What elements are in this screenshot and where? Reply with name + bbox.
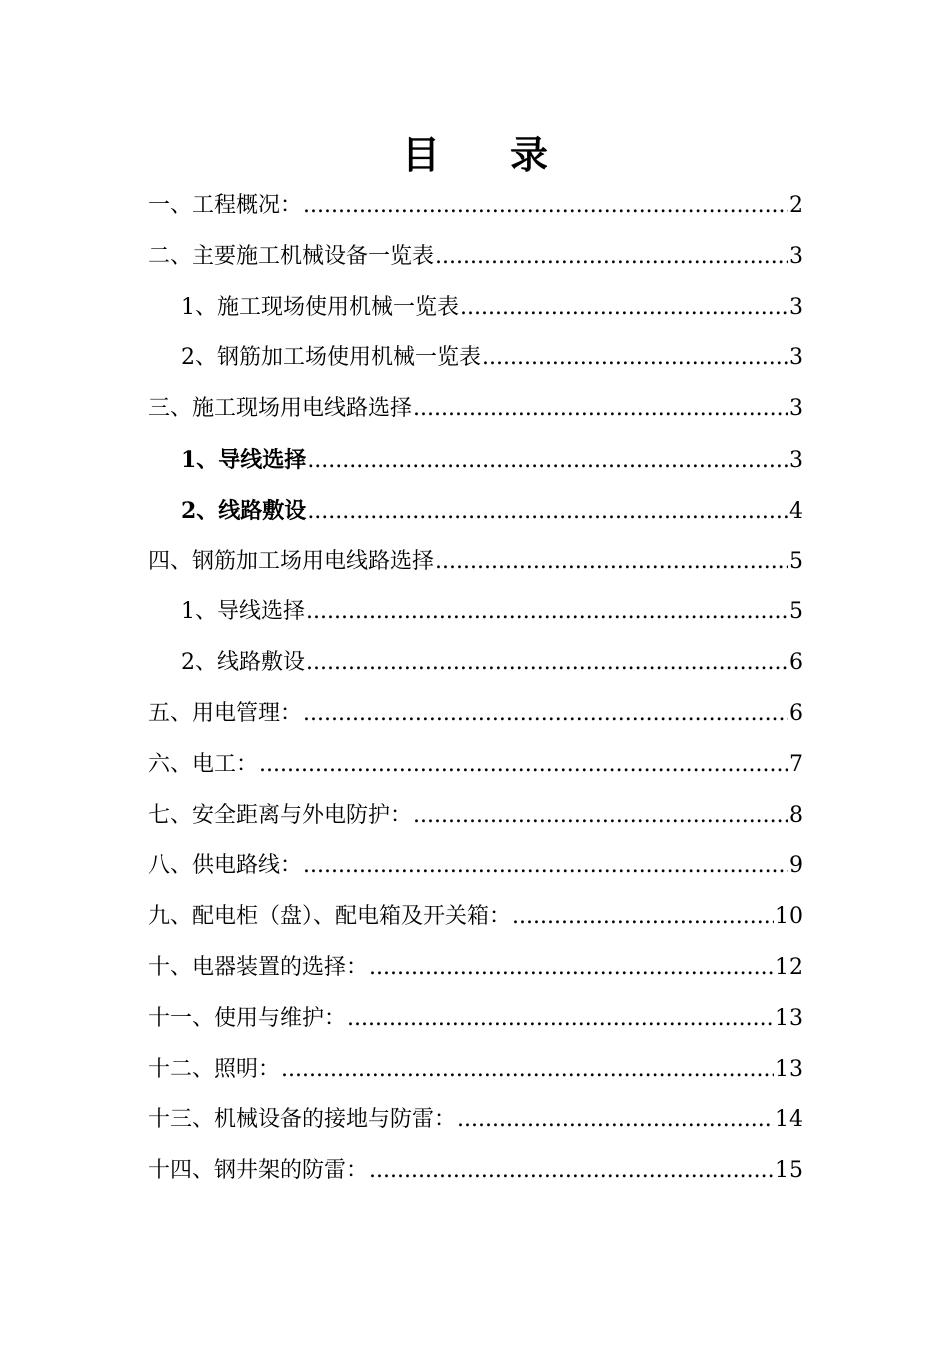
toc-dot-leader: [281, 1045, 774, 1096]
toc-entry-page-number: 15: [775, 1158, 803, 1184]
toc-dot-leader: [307, 436, 788, 487]
toc-entry-label: 四、钢筋加工场用电线路选择: [148, 548, 435, 574]
toc-list: [148, 181, 803, 1197]
toc-entry-label: 三、施工现场用电线路选择: [148, 396, 413, 422]
toc-entry[interactable]: [148, 689, 803, 740]
toc-entry[interactable]: [148, 486, 803, 537]
toc-entry-page-number: 6: [789, 700, 803, 726]
toc-entry-label: 五、用电管理：: [148, 700, 303, 726]
toc-title: 目录: [401, 132, 618, 177]
toc-entry[interactable]: [148, 283, 803, 334]
toc-entry[interactable]: [148, 740, 803, 791]
toc-entry-label: 七、安全距离与外电防护：: [148, 802, 413, 828]
toc-entry-page-number: 3: [789, 243, 803, 269]
toc-entry[interactable]: [148, 333, 803, 384]
toc-entry-label: 2、线路敷设: [181, 650, 305, 676]
toc-dot-leader: [306, 587, 788, 638]
toc-entry-page-number: 5: [789, 548, 803, 574]
toc-entry[interactable]: [148, 1095, 803, 1146]
toc-entry[interactable]: [148, 181, 803, 232]
toc-entry-page-number: 3: [789, 345, 803, 371]
toc-entry-page-number: 12: [775, 954, 803, 980]
toc-entry-page-number: 6: [789, 650, 803, 676]
toc-entry-label: 十、电器装置的选择：: [148, 954, 369, 980]
toc-entry[interactable]: [148, 1146, 803, 1197]
toc-entry-page-number: 13: [775, 1005, 803, 1031]
toc-entry[interactable]: [148, 994, 803, 1045]
toc-dot-leader: [512, 892, 774, 943]
toc-entry-label: 十三、机械设备的接地与防雷：: [148, 1107, 457, 1133]
toc-entry-label: 1、施工现场使用机械一览表: [181, 294, 459, 320]
toc-dot-leader: [460, 283, 788, 334]
toc-entry[interactable]: [148, 1045, 803, 1096]
toc-entry-label: 二、主要施工机械设备一览表: [148, 243, 435, 269]
toc-entry-label: 十一、使用与维护：: [148, 1005, 347, 1031]
toc-dot-leader: [369, 1146, 774, 1197]
toc-dot-leader: [306, 638, 788, 689]
toc-entry-label: 十四、钢井架的防雷：: [148, 1158, 369, 1184]
toc-dot-leader: [307, 487, 788, 538]
toc-entry-page-number: 10: [775, 904, 803, 930]
toc-entry-page-number: 9: [789, 853, 803, 879]
toc-dot-leader: [347, 994, 774, 1045]
toc-entry-page-number: 7: [789, 751, 803, 777]
toc-entry-page-number: 13: [775, 1056, 803, 1082]
toc-dot-leader: [457, 1095, 774, 1146]
toc-entry-label: 十二、照明：: [148, 1056, 281, 1082]
toc-dot-leader: [413, 384, 788, 435]
toc-dot-leader: [435, 537, 788, 588]
toc-entry-label: 九、配电柜（盘）、配电箱及开关箱：: [148, 904, 512, 930]
toc-entry-label: 八、供电路线：: [148, 853, 303, 879]
toc-entry-label: 2、钢筋加工场使用机械一览表: [181, 345, 481, 371]
toc-entry[interactable]: [148, 435, 803, 486]
toc-entry-label: 2、线路敷设: [181, 497, 307, 524]
toc-entry-page-number: 3: [789, 396, 803, 422]
toc-dot-leader: [482, 333, 788, 384]
toc-entry-page-number: 14: [775, 1107, 803, 1133]
toc-entry-page-number: 4: [789, 498, 803, 524]
toc-entry[interactable]: [148, 841, 803, 892]
toc-entry[interactable]: [148, 892, 803, 943]
toc-entry[interactable]: [148, 638, 803, 689]
toc-dot-leader: [303, 181, 788, 232]
toc-entry-label: 1、导线选择: [181, 599, 305, 625]
toc-entry[interactable]: [148, 384, 803, 435]
toc-entry-label: 1、导线选择: [181, 446, 307, 473]
toc-entry-page-number: 2: [789, 193, 803, 218]
toc-dot-leader: [413, 791, 788, 842]
toc-entry[interactable]: [148, 587, 803, 638]
toc-entry-page-number: 3: [789, 294, 803, 320]
toc-entry-page-number: 8: [789, 802, 803, 828]
toc-dot-leader: [303, 689, 788, 740]
toc-dot-leader: [369, 943, 774, 994]
toc-entry-page-number: 5: [789, 599, 803, 625]
toc-entry[interactable]: [148, 791, 803, 842]
toc-entry[interactable]: [148, 537, 803, 588]
toc-dot-leader: [259, 740, 788, 791]
toc-dot-leader: [435, 232, 788, 283]
toc-entry[interactable]: [148, 943, 803, 994]
toc-entry-page-number: 3: [789, 447, 803, 473]
toc-entry[interactable]: [148, 232, 803, 283]
toc-entry-label: 一、工程概况：: [148, 193, 303, 218]
toc-entry-label: 六、电工：: [148, 751, 259, 777]
toc-dot-leader: [303, 841, 788, 892]
